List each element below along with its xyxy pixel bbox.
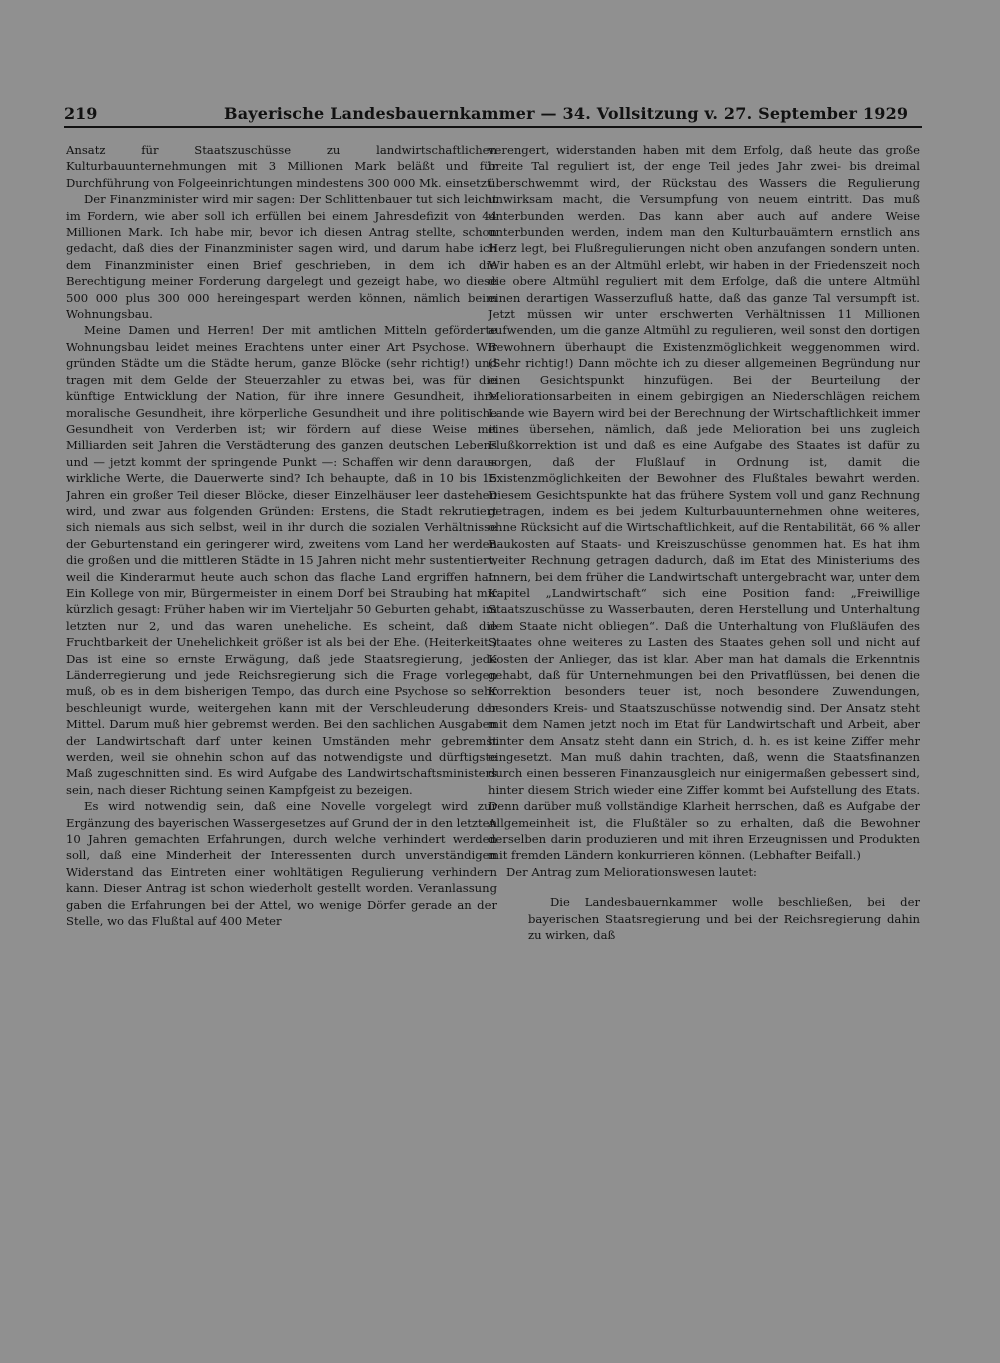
header-rule bbox=[64, 126, 922, 128]
right-column bbox=[488, 142, 920, 1252]
paragraph: verengert, widerstanden haben mit dem Erfolg, daß heute das große breite Tal reguliert ist, der enge Teil jedes Jahr zwei- bis dreimal überschwemmt wird, der Rückstau des Wassers die Regulierung unwirksam macht, die Versumpfung von neuem eintritt. Das muß unterbunden werden. Das kann aber auch auf andere Weise unterbunden werden, indem man den Kulturbauämtern ernstlich ans Herz legt, bei Flußregulierungen nicht oben anzufangen sondern unten. Wir haben es an der Altmühl erlebt, wir haben in der Friedenszeit noch die obere Altmühl reguliert mit dem Erfolge, daß die untere Altmühl einen derartigen Wasserzufluß hatte, daß das ganze Tal versumpft ist. Jetzt müssen wir unter erschwerten Verhältnissen 11 Millionen aufwenden, um die ganze Altmühl zu regulieren, weil sonst den dortigen Bewohnern überhaupt die Existenzmöglichkeit weggenommen wird. (Sehr richtig!) Dann möchte ich zu dieser allgemeinen Begründung nur einen Gesichtspunkt hinzufügen. Bei der Beurteilung der Meliorationsarbeiten in einem gebirgigen an Niederschlägen reichem Lande wie Bayern wird bei der Berechnung der Wirtschaftlichkeit immer eines übersehen, nämlich, daß jede Melioration bei uns zugleich Flußkorrektion ist und daß es eine Aufgabe des Staates ist dafür zu sorgen, daß der Flußlauf in Ordnung ist, damit die Existenzmöglichkeiten der Bewohner des Flußtales bewahrt werden. Diesem Gesichtspunkte hat das frühere System voll und ganz Rechnung getragen, indem es bei jedem Kulturbauunternehmen ohne weiteres, ohne Rücksicht auf die Wirtschaftlichkeit, auf die Rentabilität, 66 % aller Baukosten auf Staats- und Kreiszuschüsse genommen hat. Es hat ihm weiter Rechnung getragen dadurch, daß im Etat des Ministeriums des Innern, bei dem früher die Landwirtschaft untergebracht war, unter dem Kapitel „Landwirtschaft“ sich eine Position fand: „Freiwillige Staatszuschüsse zu Wasserbauten, deren Herstellung und Unterhaltung dem Staate nicht obliegen“. Daß die Unterhaltung von Flußläufen des Staates ohne weiteres zu Lasten des Staates gehen soll und nicht auf Kosten der Anlieger, das ist klar. Aber man hat damals die Erkenntnis gehabt, daß für Unternehmungen bei den Privatflüssen, bei denen die Korrektion besonders teuer ist, noch besondere Zuwendungen, besonders Kreis- und Staatszuschüsse notwendig sind. Der Ansatz steht mit dem Namen jetzt noch im Etat für Landwirtschaft und Arbeit, aber hinter dem Ansatz steht dann ein Strich, d. h. es ist keine Ziffer mehr eingesetzt. Man muß dahin trachten, daß, wenn die Staatsfinanzen durch einen besseren Finanzausgleich nur einigermaßen gebessert sind, hinter diesem Strich wieder eine Ziffer kommt bei Aufstellung des Etats. Denn darüber muß vollständige Klarheit herrschen, daß es Aufgabe der Allgemeinheit ist, die Flußtäler so zu erhalten, daß die Bewohner derselben darin produzieren und mit ihren Erzeugnissen und Produkten mit fremden Ländern konkurrieren können. (Lebhafter Beifall.) bbox=[488, 143, 920, 863]
page-number: 219 bbox=[64, 104, 98, 123]
left-column bbox=[66, 142, 497, 1252]
paragraph: Es wird notwendig sein, daß eine Novelle vorgelegt wird zur Ergänzung des bayerischen Wassergesetzes auf Grund der in den letzten 10 Jahren gemachten Erfahrungen, durch welche verhindert werden soll, daß eine Minderheit der Interessenten durch unverständigen Widerstand das Eintreten einer wohltätigen Regulierung verhindern kann. Dieser Antrag ist schon wiederholt gestellt worden. Veranlassung gaben die Erfahrungen bei der Attel, wo wenige Dörfer gerade an der Stelle, wo das Flußtal auf 400 Meter bbox=[66, 799, 497, 929]
paragraph: Ansatz für Staatszuschüsse zu landwirtschaftlichen Kulturbauunternehmungen mit 3 Millionen Mark beläßt und für Durchführung von Folgeeinrichtungen mindestens 300 000 Mk. einsetzt. bbox=[66, 143, 497, 190]
running-title: Bayerische Landesbauernkammer — 34. Vollsitzung v. 27. September 1929 bbox=[224, 104, 909, 123]
page-header bbox=[64, 104, 924, 126]
paragraph: Der Finanzminister wird mir sagen: Der Schlittenbauer tut sich leicht im Fordern, wie aber soll ich erfüllen bei einem Jahresdefizit von 44 Millionen Mark. Ich habe mir, bevor ich diesen Antrag stellte, schon gedacht, daß dies der Finanzminister sagen wird, und darum habe ich dem Finanzminister einen Brief geschrieben, in dem ich die Berechtigung meiner Forderung dargelegt und gezeigt habe, wo diese 500 000 plus 300 000 hereingespart werden können, nämlich beim Wohnungsbau. bbox=[66, 192, 497, 322]
paragraph: Meine Damen und Herren! Der mit amtlichen Mitteln geförderte Wohnungsbau leidet meines Erachtens unter einer Art Psychose. Wir gründen Städte um die Städte herum, ganze Blöcke (sehr richtig!) und tragen mit dem Gelde der Steuerzahler zu etwas bei, was für die künftige Entwicklung der Nation, für ihre innere Gesundheit, ihre moralische Gesundheit, ihre körperliche Gesundheit und ihre politische Gesundheit von Verderben ist; wir fördern auf diese Weise mit Milliarden seit Jahren die Verstädterung des ganzen deutschen Lebens und — jetzt kommt der springende Punkt —: Schaffen wir denn daraus wirkliche Werte, die Dauerwerte sind? Ich behaupte, daß in 10 bis 15 Jahren ein großer Teil dieser Blöcke, dieser Einzelhäuser leer dastehen wird, und zwar aus folgenden Gründen: Erstens, die Stadt rekrutiert sich niemals aus sich selbst, weil in ihr durch die sozialen Verhältnisse der Geburtenstand ein geringerer wird, zweitens vom Land her werden die großen und die mittleren Städte in 15 Jahren nicht mehr sustentiert, weil die Kinderarmut heute auch schon das flache Land ergriffen hat. Ein Kollege von mir, Bürgermeister in einem Dorf bei Straubing hat mir kürzlich gesagt: Früher haben wir im Vierteljahr 50 Geburten gehabt, im letzten nur 2, und das waren uneheliche. Es scheint, daß die Fruchtbarkeit der Unehelichkeit größer ist als bei der Ehe. (Heiterkeit.) Das ist eine so ernste Erwägung, daß jede Staatsregierung, jede Länderregierung und jede Reichsregierung sich die Frage vorlegen muß, ob es in dem bisherigen Tempo, das durch eine Psychose so sehr beschleunigt wurde, weitergehen kann mit der Verschleuderung der Mittel. Darum muß hier gebremst werden. Bei den sachlichen Ausgaben der Landwirtschaft darf unter keinen Umständen mehr gebremst werden, weil sie ohnehin schon auf das notwendigste und dürftigste Maß zugeschnitten sind. Es wird Aufgabe des Landwirtschaftsministers sein, nach dieser Richtung seinen Kampfgeist zu bezeigen. bbox=[66, 323, 497, 797]
motion-text: Die Landesbauernkammer wolle beschließen, bei der bayerischen Staatsregierung und bei der Reichsregierung dahin zu wirken, daß bbox=[528, 895, 920, 943]
paragraph: Der Antrag zum Meliorationswesen lautet: bbox=[506, 864, 757, 879]
